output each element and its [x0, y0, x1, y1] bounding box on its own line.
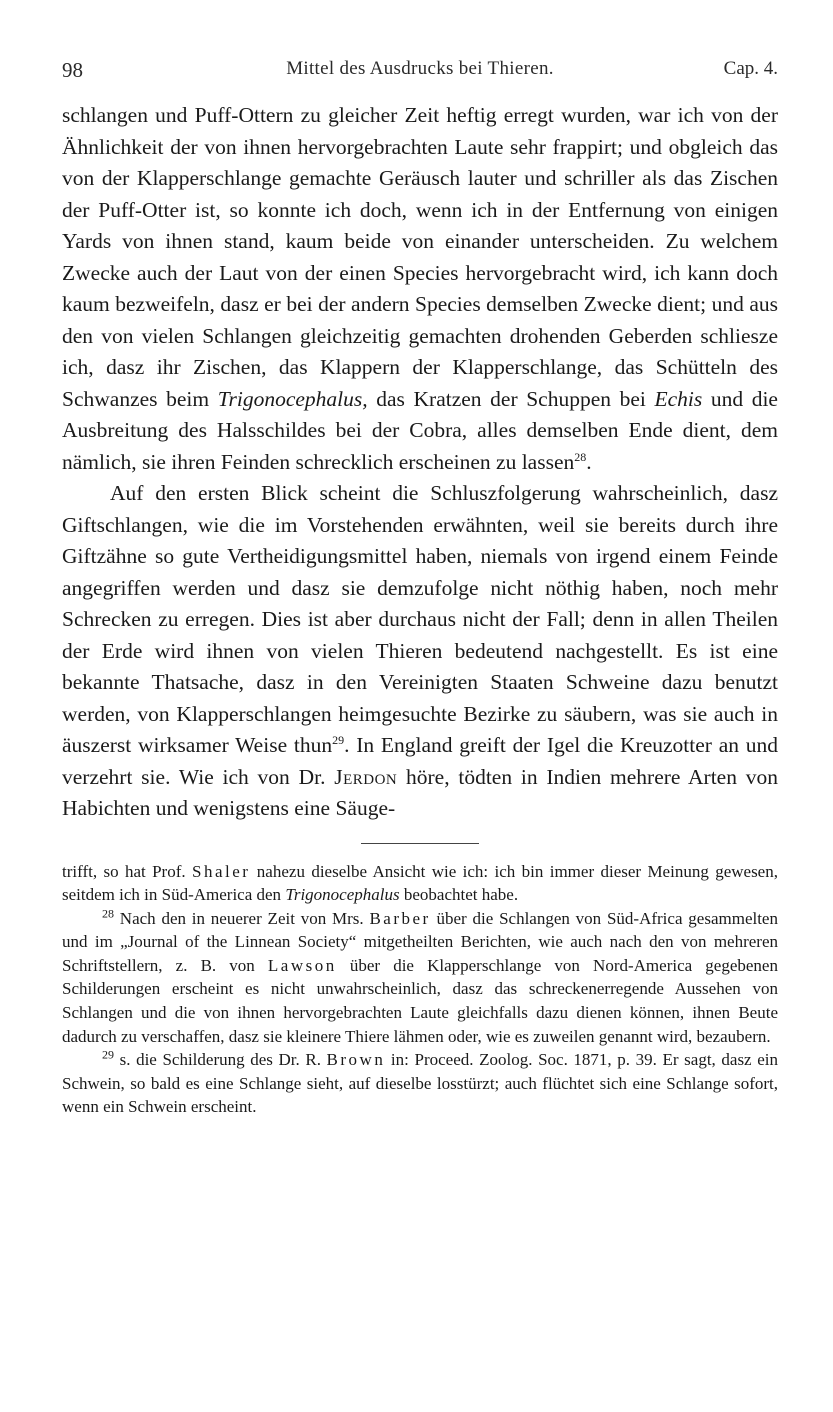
running-title: Mittel des Ausdrucks bei Thieren. — [286, 58, 554, 79]
text-run: das Kratzen der Schuppen bei — [367, 386, 655, 411]
text-run: . In England greift der Igel die Kreuzotter an und verzehrt sie. Wie ich von Dr. — [62, 733, 778, 789]
text-run: höre, tödten in Indien mehrere Arten von Habichten und wenigstens eine Säuge- — [62, 764, 778, 820]
footnotes — [62, 860, 778, 1120]
text-run: über die Schlangen von Süd-Africa gesammelten und im „Journal of the Linnean Society“ mitgetheilten Berichten, wie auch nach den von mehreren Schriftstellern, z. B. von — [62, 908, 778, 975]
text-run: in: Proceed. Zoolog. Soc. 1871, p. 39. Er sagt, dasz ein Schwein, so bald es eine Schlange sieht, auf dieselbe losstürzt; auch flüchtet sich eine Schlange sofort, wenn ein Schwein erscheint. — [62, 1050, 778, 1117]
page-number: 98 — [62, 58, 83, 82]
footnote-ref-29: 29 — [332, 732, 345, 747]
chapter-label: Cap. 4. — [723, 58, 778, 79]
paragraph-1 — [62, 100, 778, 478]
author-name: Shaler — [192, 861, 251, 881]
italic-species-name: Echis — [654, 386, 703, 411]
footnote-continuation — [62, 860, 778, 907]
footnote-ref-28: 28 — [574, 449, 587, 464]
footnote-divider — [361, 843, 479, 844]
author-name: Barber — [369, 908, 431, 928]
italic-species-name: Trigonocephalus, — [217, 386, 368, 411]
text-run: und die Ausbreitung des Halsschildes bei der Cobra, alles demselben Ende dient, dem nämlich, sie ihren Feinden schrecklich erscheinen zu lassen — [62, 386, 778, 474]
footnote-number: 29 — [102, 1047, 114, 1062]
running-header — [62, 56, 778, 86]
text-run: Auf den ersten Blick scheint die Schluszfolgerung wahrscheinlich, dasz Giftschlangen, wie die im Vorstehenden erwähnten, weil sie bereits durch ihre Giftzähne so gute Vertheidigungsmittel haben, niemals von irgend einem Feinde angegriffen werden und dasz sie demzufolge nicht nöthig haben, noch mehr Schrecken zu erregen. Dies ist aber durchaus nicht der Fall; denn in allen Theilen der Erde wird ihnen von vielen Thieren bedeutend nachgestellt. Es ist eine bekannte Thatsache, dasz in den Vereinigten Staaten Schweine dazu benutzt werden, von Klapperschlangen heimgesuchte Bezirke zu säubern, was sie auch in äuszerst wirksamer Weise thun — [62, 481, 778, 757]
text-run: s. die Schilderung des Dr. R. — [114, 1050, 327, 1070]
footnote-28 — [62, 907, 778, 1049]
author-name: Jerdon — [334, 764, 398, 789]
text-run: beobachtet habe. — [399, 885, 519, 905]
text-run: nahezu dieselbe Ansicht wie ich: ich bin immer dieser Meinung gewesen, seitdem ich in Süd-America den — [62, 861, 778, 905]
italic-species-name: Trigonocephalus — [285, 885, 400, 905]
author-name: Lawson — [267, 955, 337, 975]
text-run: Nach den in neuerer Zeit von Mrs. — [114, 908, 370, 928]
author-name: Brown — [326, 1050, 386, 1070]
main-text — [62, 100, 778, 825]
text-run: . — [586, 449, 592, 474]
text-run: über die Klapperschlange von Nord-America gegebenen Schilderungen erscheint es nicht unwahrscheinlich, dasz das schreckenerregende Aussehen von Schlangen und die von ihnen hervorgebrachten Laute gleichfalls dazu dienen können, ihnen Beute dadurch zu verschaffen, dasz sie kleinere Thiere lähmen oder, wie es zuweilen genannt wird, bezaubern. — [62, 955, 778, 1046]
text-run: schlangen und Puff-Ottern zu gleicher Zeit heftig erregt wurden, war ich von der Ähnlichkeit der von ihnen hervorgebrachten Laute sehr frappirt; und obgleich das von der Klapperschlange gemachte Geräusch lauter und schriller als das Zischen der Puff-Otter ist, so konnte ich doch, wenn ich in der Entfernung von einigen Yards von ihnen stand, kaum beide von einander unterscheiden. Zu welchem Zwecke auch der Laut von der einen Species hervorgebracht wird, ich kann doch kaum bezweifeln, dasz er bei der andern Species demselben Zwecke dient; und aus den von vielen Schlangen gleichzeitig gemachten drohenden Geberden schliesze ich, dasz ihr Zischen, das Klappern der Klapperschlange, das Schütteln des Schwanzes beim — [62, 103, 778, 411]
text-run: trifft, so hat Prof. — [62, 861, 192, 881]
paragraph-2 — [62, 478, 778, 825]
footnote-29 — [62, 1048, 778, 1119]
book-page — [62, 56, 778, 1119]
footnote-number: 28 — [102, 906, 114, 921]
